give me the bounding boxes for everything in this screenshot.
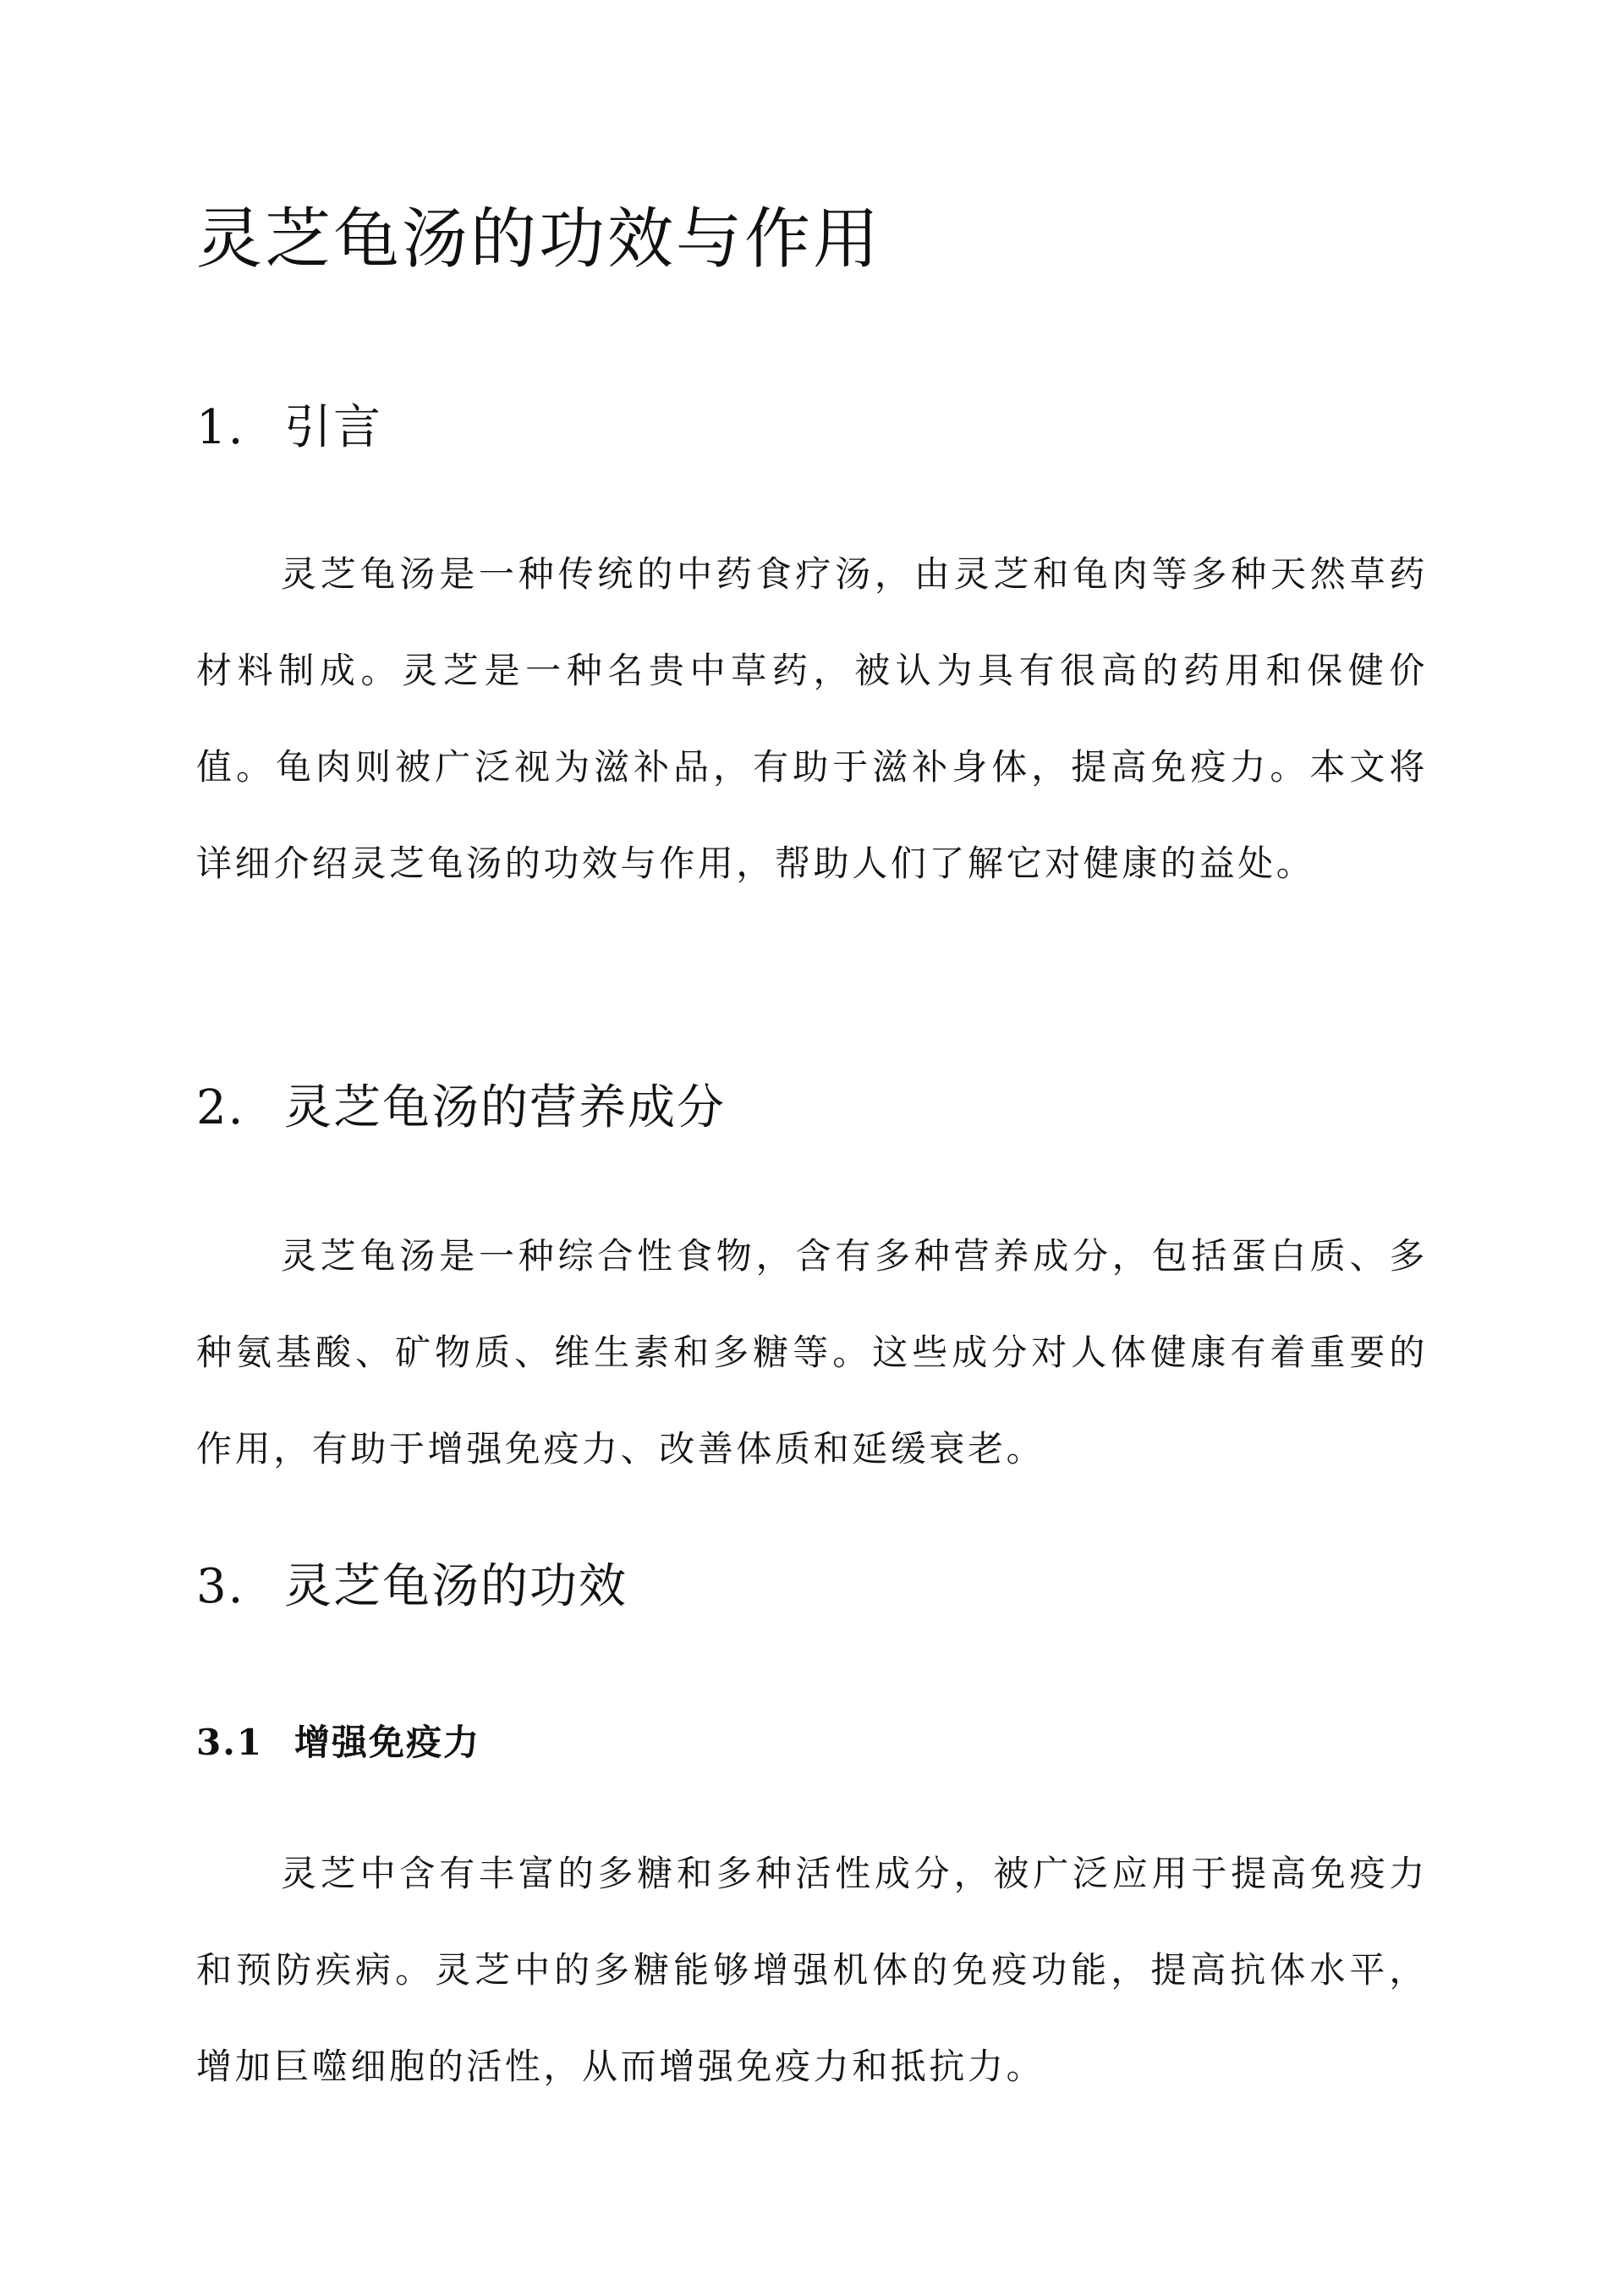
section-2-heading [196,1074,726,1142]
section-1-number: 1. [196,400,245,455]
section-3-heading [196,1553,628,1621]
section-2-title: 灵芝龟汤的营养成分 [284,1080,726,1135]
subsection-3-1-paragraph: 灵芝中含有丰富的多糖和多种活性成分，被广泛应用于提高免疫力和预防疾病。灵芝中的多糖能够增强机体的免疫功能，提高抗体水平，增加巨噬细胞的活性，从而增强免疫力和抵抗力。 [196,1853,1428,2087]
subsection-3-1-number: 3.1 [196,1722,264,1763]
section-1-paragraph: 灵芝龟汤是一种传统的中药食疗汤，由灵芝和龟肉等多种天然草药材料制成。灵芝是一种名贵中草药，被认为具有很高的药用和保健价值。龟肉则被广泛视为滋补品，有助于滋补身体，提高免疫力。本文将详细介绍灵芝龟汤的功效与作用，帮助人们了解它对健康的益处。 [196,553,1428,884]
section-3-title: 灵芝龟汤的功效 [284,1559,628,1614]
subsection-3-1-heading [196,1717,480,1768]
section-1-title: 引言 [284,400,382,455]
section-2-number: 2. [196,1080,245,1135]
section-2-paragraph: 灵芝龟汤是一种综合性食物，含有多种营养成分，包括蛋白质、多种氨基酸、矿物质、维生素和多糖等。这些成分对人体健康有着重要的作用，有助于增强免疫力、改善体质和延缓衰老。 [196,1235,1428,1469]
subsection-3-1-title: 增强免疫力 [294,1722,481,1763]
document-title: 灵芝龟汤的功效与作用 [196,201,882,277]
section-1-heading [196,394,382,462]
section-3-number: 3. [196,1559,245,1614]
